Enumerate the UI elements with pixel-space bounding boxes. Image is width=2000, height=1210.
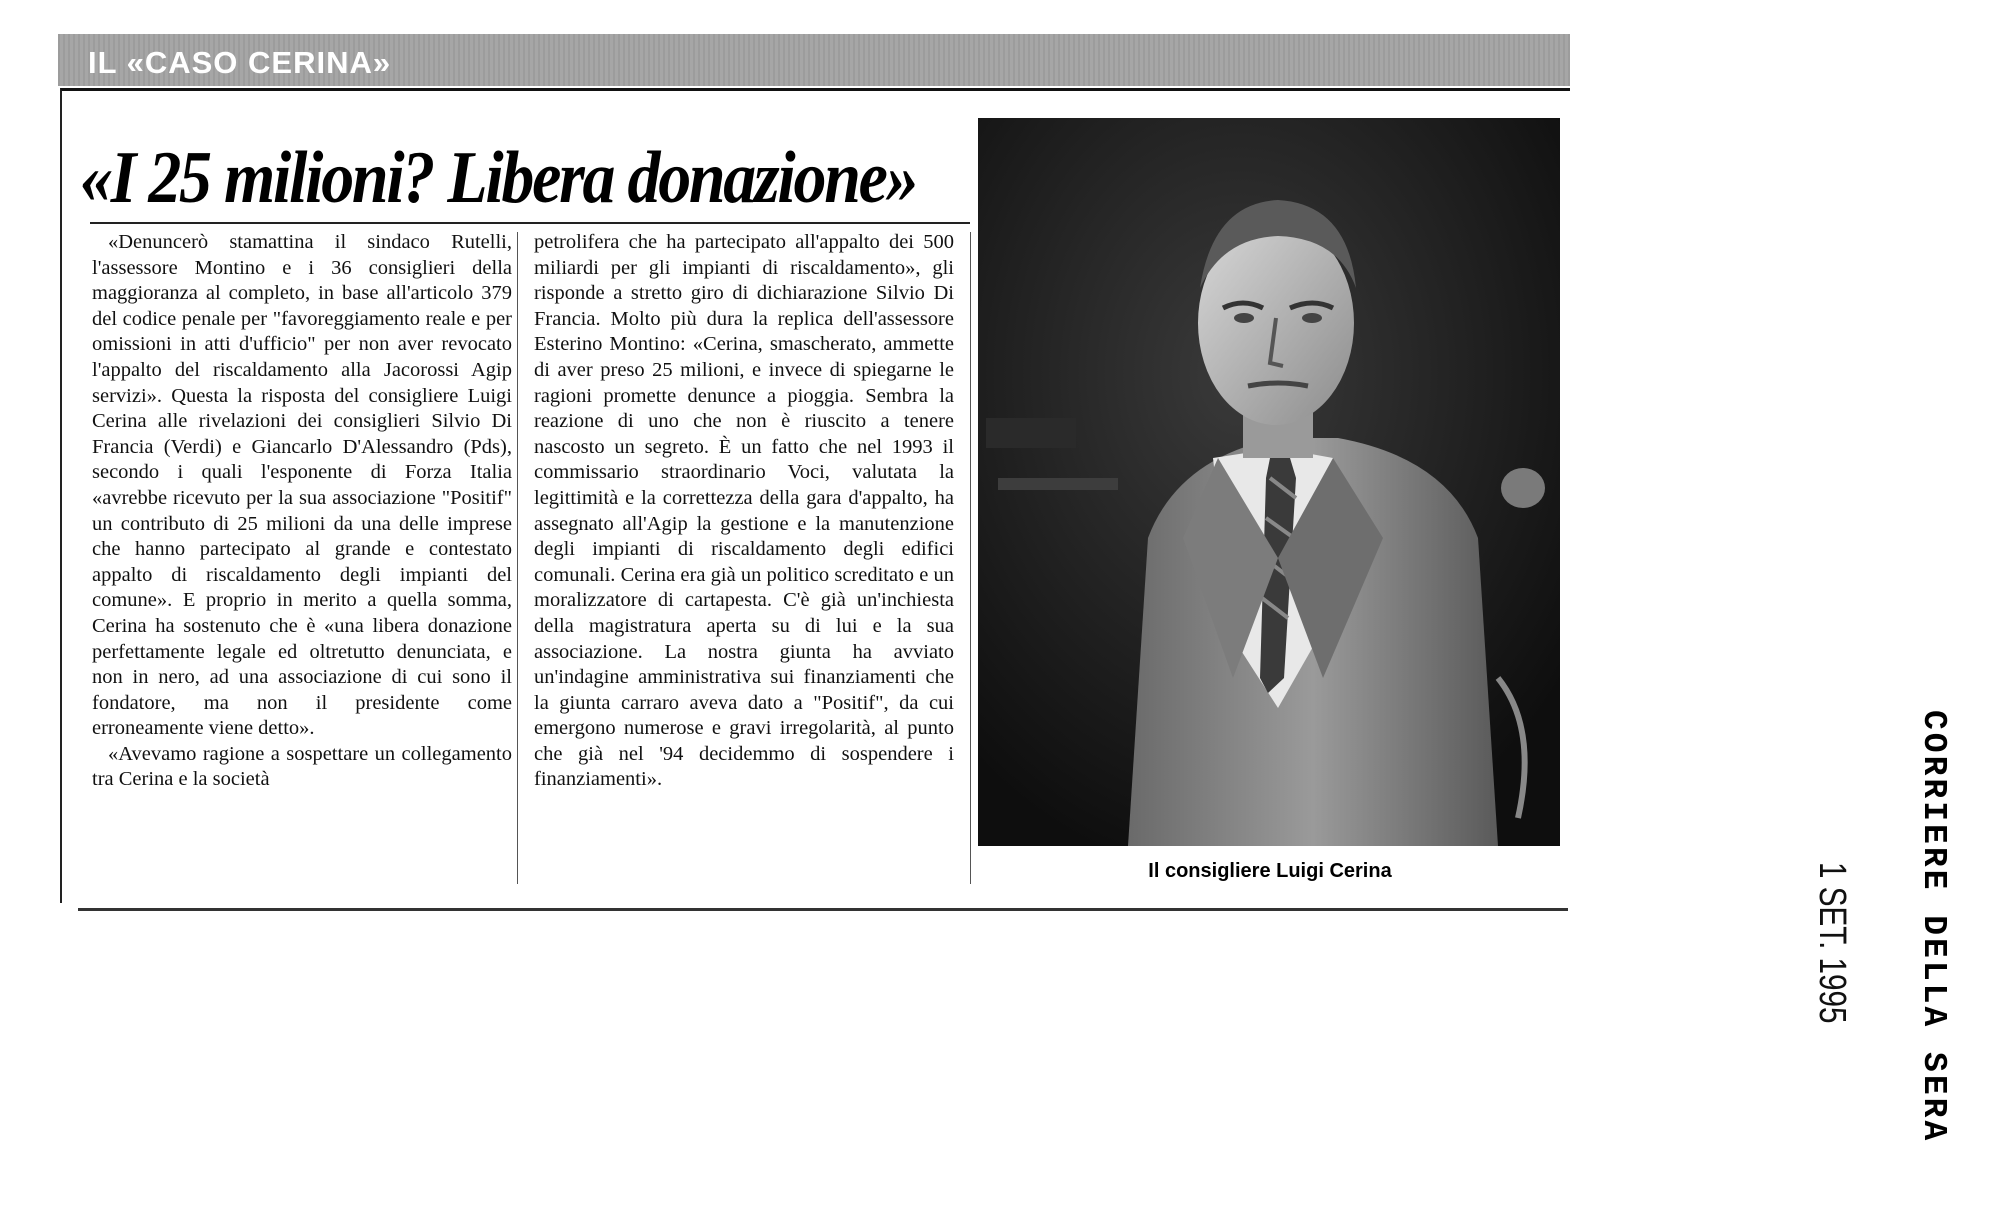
stamp-date: 1 SET. 1995: [1811, 862, 1853, 1024]
article-column-left: [92, 230, 512, 890]
headline: «I 25 milioni? Libera donazione»: [80, 137, 917, 219]
portrait-image: [978, 118, 1560, 846]
column-divider: [970, 232, 971, 884]
paragraph: «Denuncerò stamattina il sindaco Rutelli, l'assessore Montino e i 36 consiglieri della maggioranza al completo, in base all'articolo 379 del codice penale per "favoreggiamento reale e per omissioni in atti d'ufficio" per non aver revocato l'appalto del riscaldamento alla Jacorossi Agip servizi». Questa la risposta del consigliere Luigi Cerina alle rivelazioni dei consiglieri Silvio Di Francia (Verdi) e Giancarlo D'Alessandro (Pds), secondo i quali l'esponente di Forza Italia «avrebbe ricevuto per la sua associazione "Positif" un contributo di 25 milioni da una delle imprese che hanno partecipato al grande e contestato appalto di riscaldamento degli impianti del comune». E proprio in merito a quella somma, Cerina ha sostenuto che è «una libera donazione perfettamente legale ed oltretutto denunciata, e non in nero, ad una associazione di cui sono il fondatore, ma non il presidente come erroneamente viene detto».: [92, 231, 512, 740]
column-divider: [517, 232, 518, 884]
portrait-photo: [978, 118, 1560, 846]
stamp-masthead: CORRIERE DELLA SERA: [1915, 710, 1952, 1144]
newspaper-stamp: [1605, 710, 1952, 1210]
section-kicker: IL «CASO CERINA»: [88, 45, 392, 80]
paragraph: petrolifera che ha partecipato all'appalto dei 500 miliardi per gli impianti di riscaldamento», gli risponde a stretto giro di dichiarazione Silvio Di Francia. Molto più dura la replica dell'assessore Esterino Montino: «Cerina, smascherato, ammette di aver preso 25 milioni, e invece di spiegarne le ragioni promette denunce a pioggia. Sembra la reazione di uno che non è riuscito a tenere nascosto un segreto. È un fatto che nel 1993 il commissario straordinario Voci, valutata la legittimità e la correttezza della gara d'appalto, ha assegnato all'Agip la gestione e la manutenzione degli impianti di riscaldamento degli edifici comunali. Cerina era già un politico screditato e un moralizzatore di cartapesta. C'è già un'inchiesta della magistratura aperta su di lui e la sua associazione. La nostra giunta ha avviato un'indagine amministrativa sui finanziamenti che la giunta carraro aveva dato a "Positif", da cui emergono numerose e gravi irregolarità, al punto che già nel '94 decidemmo di sospendere i finanziamenti».: [534, 231, 954, 791]
article-column-right: [534, 230, 954, 890]
paragraph: «Avevamo ragione a sospettare un collegamento tra Cerina e la società: [92, 742, 512, 791]
headline-rule: [90, 222, 970, 224]
photo-caption: Il consigliere Luigi Cerina: [1148, 860, 1392, 882]
bottom-rule: [78, 908, 1568, 911]
